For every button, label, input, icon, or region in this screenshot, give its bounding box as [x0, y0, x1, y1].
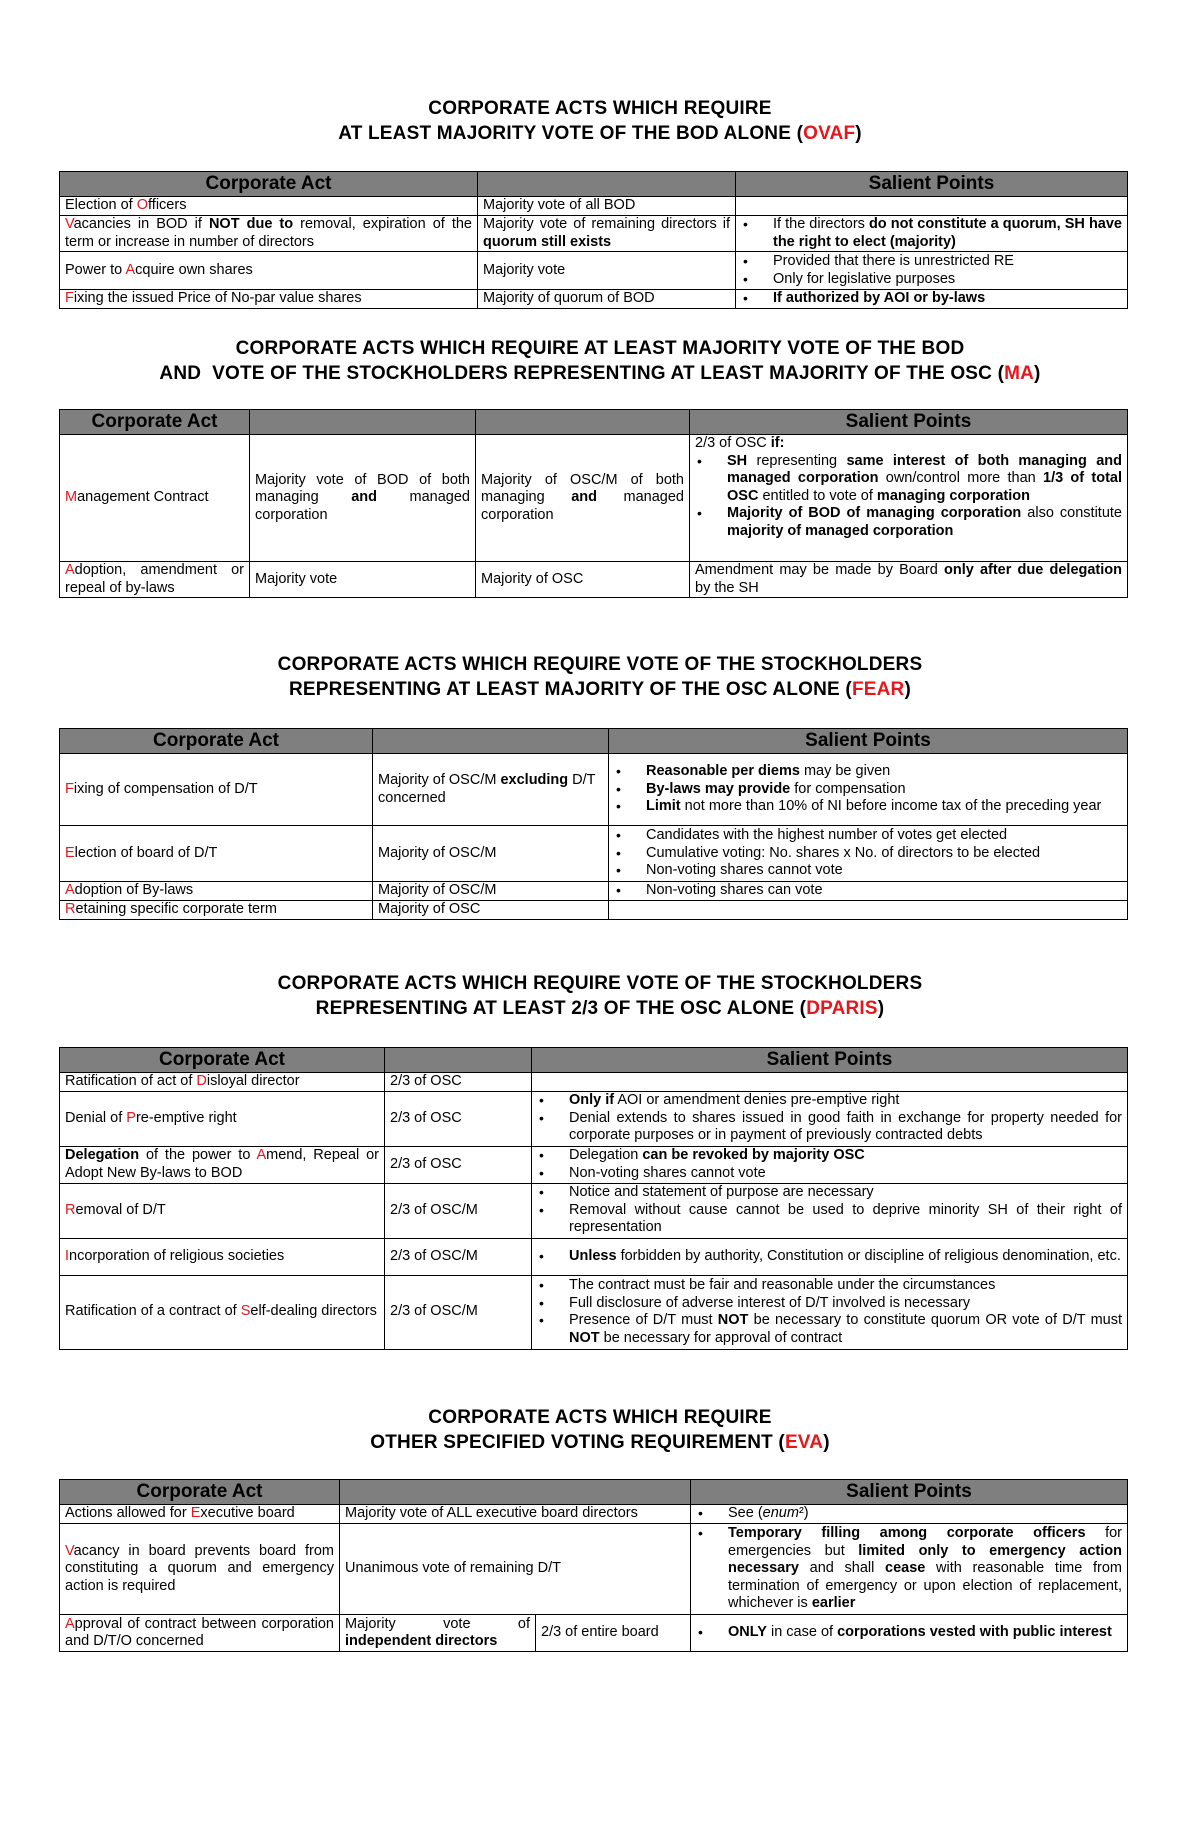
list-item: • Delegation can be revoked by majority OSC — [537, 1147, 1122, 1165]
acronym: DPARIS — [806, 998, 878, 1019]
list-item: • Presence of D/T must NOT be necessary to constitute quorum OR vote of D/T must NOT be necessary for approval of contract — [537, 1312, 1122, 1347]
list-item: • ONLY in case of corporations vested with public interest — [696, 1624, 1122, 1642]
title-line-2: AND VOTE OF THE STOCKHOLDERS REPRESENTING AT LEAST MAJORITY OF THE OSC (MA) — [159, 363, 1041, 384]
section-ovaf-title — [0, 96, 1200, 146]
table-row — [60, 882, 1128, 901]
act-cell: Delegation of the power to Amend, Repeal or Adopt New By-laws to BOD — [60, 1146, 385, 1183]
points-cell: Amendment may be made by Board only after due delegation by the SH — [690, 562, 1128, 598]
ovaf-table — [59, 171, 1128, 309]
vote-cell: 2/3 of OSC/M — [385, 1183, 532, 1238]
list-item: • Majority of BOD of managing corporation also constitute majority of managed corporation — [695, 505, 1122, 540]
list-item: • Temporary filling among corporate officers for emergencies but limited only to emergency action necessary and shall cease with reasonable time from termination of emergency or upon election of replacement, whichever is earlier — [696, 1525, 1122, 1613]
dparis-table — [59, 1047, 1128, 1350]
table-row — [60, 1146, 1128, 1183]
vote-cell: Majority vote of ALL executive board directors — [340, 1505, 691, 1524]
table-row — [60, 1183, 1128, 1238]
list-item: • Notice and statement of purpose are necessary — [537, 1184, 1122, 1202]
ma-table — [59, 409, 1128, 598]
header-salient-points: Salient Points — [609, 729, 1128, 754]
vote-cell: Majority of OSC — [373, 901, 609, 920]
points-cell — [736, 290, 1128, 309]
vote-cell: Majority vote of all BOD — [478, 197, 736, 216]
vote-cell: Majority vote — [478, 252, 736, 290]
act-cell: Election of board of D/T — [60, 826, 373, 882]
table-row — [60, 290, 1128, 309]
act-cell: Incorporation of religious societies — [60, 1238, 385, 1275]
table-row — [60, 197, 1128, 216]
header-salient-points: Salient Points — [736, 172, 1128, 197]
section-fear-title — [0, 652, 1200, 702]
list-item: • Only if AOI or amendment denies pre-emptive right — [537, 1092, 1122, 1110]
act-cell: Fixing of compensation of D/T — [60, 754, 373, 826]
list-item: • Non-voting shares cannot vote — [537, 1165, 1122, 1183]
bod-vote-cell: Majority vote — [250, 562, 476, 598]
points-cell — [609, 754, 1128, 826]
table-row — [60, 435, 1128, 562]
table-row — [60, 1615, 1128, 1652]
act-cell: Adoption, amendment or repeal of by-laws — [60, 562, 250, 598]
section-ma-title — [0, 336, 1200, 386]
list-item: • Provided that there is unrestricted RE — [741, 253, 1122, 271]
vote-cell-independent: Majority vote of independent directors — [340, 1615, 536, 1652]
fear-table — [59, 728, 1128, 920]
act-cell: Ratification of act of Disloyal director — [60, 1073, 385, 1092]
table-header-row — [60, 1480, 1128, 1505]
title-line-1: CORPORATE ACTS WHICH REQUIRE VOTE OF THE STOCKHOLDERS — [277, 654, 923, 675]
acronym: OVAF — [803, 123, 856, 144]
vote-cell: Majority of OSC/M — [373, 826, 609, 882]
vote-cell: Majority of OSC/M excluding D/T concerned — [373, 754, 609, 826]
points-cell — [609, 901, 1128, 920]
bod-vote-cell: Majority vote of BOD of both managing and managed corporation — [250, 435, 476, 562]
table-row — [60, 1505, 1128, 1524]
eva-table — [59, 1479, 1128, 1652]
act-cell: Fixing the issued Price of No-par value shares — [60, 290, 478, 309]
list-item: • Only for legislative purposes — [741, 271, 1122, 289]
table-row — [60, 826, 1128, 882]
points-cell — [609, 826, 1128, 882]
list-item: • Reasonable per diems may be given — [614, 763, 1122, 781]
list-item: • Non-voting shares cannot vote — [614, 862, 1122, 880]
vote-cell: Unanimous vote of remaining D/T — [340, 1524, 691, 1615]
title-line-2: REPRESENTING AT LEAST MAJORITY OF THE OSC ALONE (FEAR) — [288, 679, 911, 700]
vote-cell: Majority vote of remaining directors if quorum still exists — [478, 216, 736, 252]
list-item: • Removal without cause cannot be used to deprive minority SH of their right of representation — [537, 1202, 1122, 1237]
list-item: • The contract must be fair and reasonable under the circumstances — [537, 1277, 1122, 1295]
title-line-1: CORPORATE ACTS WHICH REQUIRE AT LEAST MAJORITY VOTE OF THE BOD — [235, 338, 965, 359]
header-vote — [373, 729, 609, 754]
table-row — [60, 562, 1128, 598]
act-cell: Election of Officers — [60, 197, 478, 216]
table-row — [60, 1073, 1128, 1092]
section-eva-title — [0, 1405, 1200, 1455]
header-bod-vote — [250, 410, 476, 435]
list-item: • Candidates with the highest number of votes get elected — [614, 827, 1122, 845]
act-cell: Denial of Pre-emptive right — [60, 1091, 385, 1146]
vote-cell: 2/3 of OSC/M — [385, 1275, 532, 1349]
act-cell: Power to Acquire own shares — [60, 252, 478, 290]
header-corporate-act: Corporate Act — [60, 1048, 385, 1073]
act-cell: Ratification of a contract of Self-dealing directors — [60, 1275, 385, 1349]
table-header-row — [60, 172, 1128, 197]
header-vote — [478, 172, 736, 197]
act-cell: Approval of contract between corporation and D/T/O concerned — [60, 1615, 340, 1652]
act-cell: Vacancies in BOD if NOT due to removal, expiration of the term or increase in number of directors — [60, 216, 478, 252]
vote-cell-entire-board: 2/3 of entire board — [536, 1615, 691, 1652]
acronym: FEAR — [851, 679, 905, 700]
points-cell — [736, 252, 1128, 290]
vote-cell: Majority of OSC/M — [373, 882, 609, 901]
title-line-2: OTHER SPECIFIED VOTING REQUIREMENT (EVA) — [370, 1432, 830, 1453]
list-item: • Denial extends to shares issued in good faith in exchange for property needed for corporate purposes or in payment of previously contracted debts — [537, 1110, 1122, 1145]
table-row — [60, 1091, 1128, 1146]
list-item: • If the directors do not constitute a quorum, SH have the right to elect (majority) — [741, 216, 1122, 251]
points-cell — [691, 1524, 1128, 1615]
header-vote — [340, 1480, 691, 1505]
header-salient-points: Salient Points — [690, 410, 1128, 435]
table-row — [60, 901, 1128, 920]
table-row — [60, 252, 1128, 290]
points-cell — [532, 1091, 1128, 1146]
list-item: • Non-voting shares can vote — [614, 882, 1122, 900]
title-line-1: CORPORATE ACTS WHICH REQUIRE — [428, 98, 772, 119]
act-cell: Adoption of By-laws — [60, 882, 373, 901]
act-cell: Removal of D/T — [60, 1183, 385, 1238]
vote-cell: 2/3 of OSC/M — [385, 1238, 532, 1275]
points-cell — [736, 197, 1128, 216]
header-osc-vote — [476, 410, 690, 435]
points-cell — [691, 1505, 1128, 1524]
header-corporate-act: Corporate Act — [60, 172, 478, 197]
points-cell — [532, 1073, 1128, 1092]
table-row — [60, 216, 1128, 252]
vote-cell: 2/3 of OSC — [385, 1146, 532, 1183]
list-item: • If authorized by AOI or by-laws — [741, 290, 1122, 308]
points-cell — [532, 1275, 1128, 1349]
header-corporate-act: Corporate Act — [60, 729, 373, 754]
list-item: • Cumulative voting: No. shares x No. of directors to be elected — [614, 845, 1122, 863]
table-header-row — [60, 729, 1128, 754]
vote-cell: 2/3 of OSC — [385, 1073, 532, 1092]
list-item: • By-laws may provide for compensation — [614, 781, 1122, 799]
points-intro: 2/3 of OSC if: — [695, 435, 785, 451]
points-cell — [532, 1146, 1128, 1183]
points-cell — [609, 882, 1128, 901]
acronym: MA — [1004, 363, 1035, 384]
vote-cell: Majority of quorum of BOD — [478, 290, 736, 309]
act-cell: Vacancy in board prevents board from constituting a quorum and emergency action is required — [60, 1524, 340, 1615]
act-cell: Actions allowed for Executive board — [60, 1505, 340, 1524]
table-row — [60, 1238, 1128, 1275]
table-row — [60, 1275, 1128, 1349]
section-dparis-title — [0, 971, 1200, 1021]
header-vote — [385, 1048, 532, 1073]
points-cell — [690, 435, 1128, 562]
points-cell — [532, 1183, 1128, 1238]
table-row — [60, 1524, 1128, 1615]
table-header-row — [60, 410, 1128, 435]
osc-vote-cell: Majority of OSC — [476, 562, 690, 598]
list-item: • See (enum²) — [696, 1505, 1122, 1523]
points-cell — [691, 1615, 1128, 1652]
acronym: EVA — [784, 1432, 824, 1453]
table-header-row — [60, 1048, 1128, 1073]
list-item: • Unless forbidden by authority, Constitution or discipline of religious denomination, etc. — [537, 1248, 1122, 1266]
list-item: • SH representing same interest of both managing and managed corporation own/control more than 1/3 of total OSC entitled to vote of managing corporation — [695, 453, 1122, 506]
table-row — [60, 754, 1128, 826]
vote-cell: 2/3 of OSC — [385, 1091, 532, 1146]
act-cell: Retaining specific corporate term — [60, 901, 373, 920]
points-cell — [736, 216, 1128, 252]
points-cell — [532, 1238, 1128, 1275]
header-corporate-act: Corporate Act — [60, 1480, 340, 1505]
list-item: • Limit not more than 10% of NI before income tax of the preceding year — [614, 798, 1122, 816]
list-item: • Full disclosure of adverse interest of D/T involved is necessary — [537, 1295, 1122, 1313]
title-line-2: REPRESENTING AT LEAST 2/3 OF THE OSC ALONE (DPARIS) — [315, 998, 885, 1019]
act-cell: Management Contract — [60, 435, 250, 562]
header-salient-points: Salient Points — [532, 1048, 1128, 1073]
title-line-2: AT LEAST MAJORITY VOTE OF THE BOD ALONE (OVAF) — [338, 123, 862, 144]
header-corporate-act: Corporate Act — [60, 410, 250, 435]
title-line-1: CORPORATE ACTS WHICH REQUIRE — [428, 1407, 772, 1428]
header-salient-points: Salient Points — [691, 1480, 1128, 1505]
osc-vote-cell: Majority of OSC/M of both managing and managed corporation — [476, 435, 690, 562]
title-line-1: CORPORATE ACTS WHICH REQUIRE VOTE OF THE STOCKHOLDERS — [277, 973, 923, 994]
